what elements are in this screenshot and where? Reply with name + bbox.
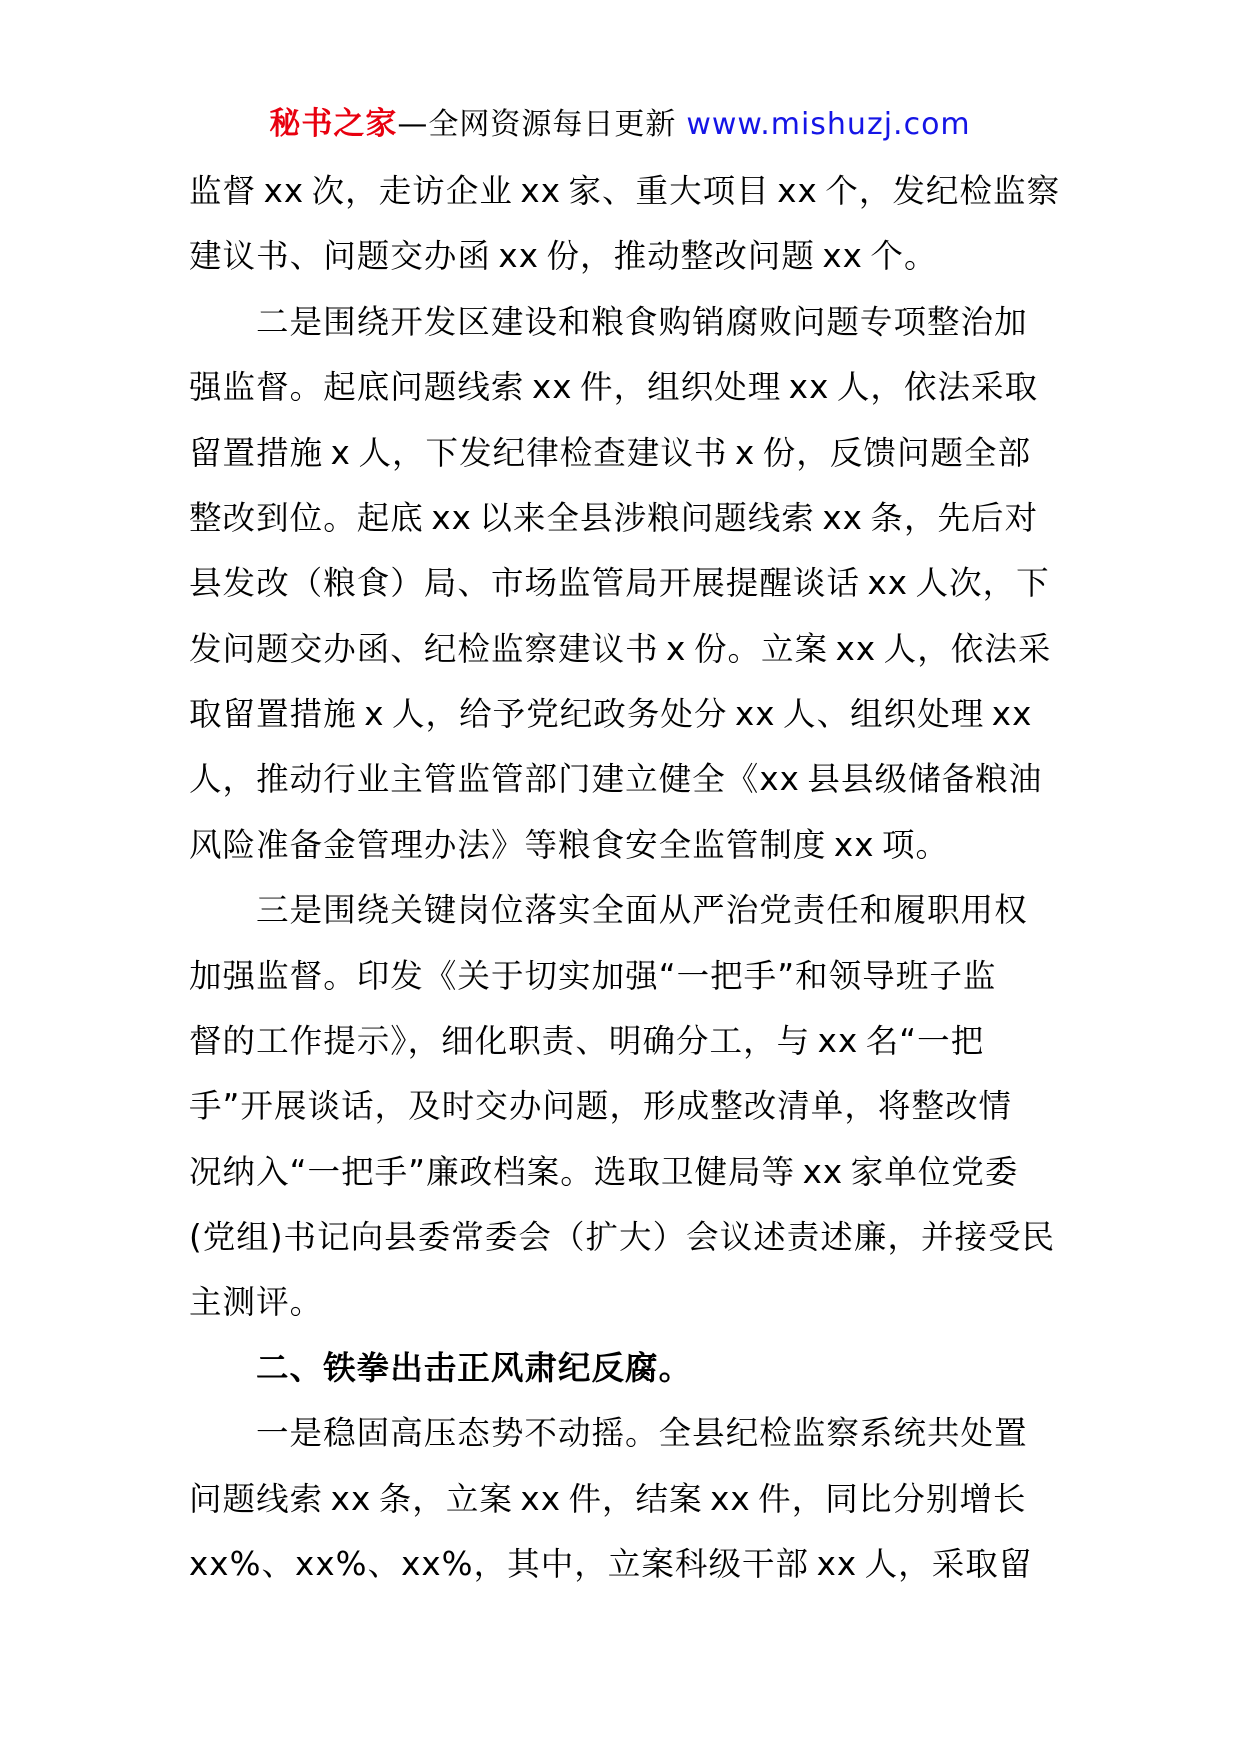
text-line: 风险准备金管理办法》等粮食安全监管制度 xx 项。 xyxy=(189,825,950,864)
text-line: 问题线索 xx 条，立案 xx 件，结案 xx 件，同比分别增长 xyxy=(189,1479,1027,1518)
paragraph xyxy=(189,159,1189,290)
site-url-link[interactable]: www.mishuzj.com xyxy=(686,107,971,142)
text-line: 二是围绕开发区建设和粮食购销腐败问题专项整治加 xyxy=(256,302,1028,341)
text-line: 人，推动行业主管监管部门建立健全《xx 县县级储备粮油 xyxy=(189,760,1043,799)
paragraph xyxy=(189,290,1189,878)
text-line: 手”开展谈话，及时交办问题，形成整改清单，将整改情 xyxy=(189,1087,1013,1126)
text-line: 留置措施 x 人，下发纪律检查建议书 x 份，反馈问题全部 xyxy=(189,433,1032,472)
text-line: 整改到位。起底 xx 以来全县涉粮问题线索 xx 条，先后对 xyxy=(189,498,1039,537)
text-line: 三是围绕关键岗位落实全面从严治党责任和履职用权 xyxy=(256,891,1028,930)
text-line: 发问题交办函、纪检监察建议书 x 份。立案 xx 人，依法采 xyxy=(189,629,1052,668)
text-line: 加强监督。印发《关于切实加强“一把手”和领导班子监 xyxy=(189,956,997,995)
text-line: 建议书、问题交办函 xx 份，推动整改问题 xx 个。 xyxy=(189,237,938,276)
text-line: 主测评。 xyxy=(189,1283,324,1322)
section-heading-text: 二、铁拳出击正风肃纪反腐。 xyxy=(256,1348,693,1387)
text-line: 县发改（粮食）局、市场监管局开展提醒谈话 xx 人次，下 xyxy=(189,564,1050,603)
site-brand: 秘书之家 xyxy=(269,106,398,142)
text-line: 一是稳固高压态势不动摇。全县纪检监察系统共处置 xyxy=(256,1414,1028,1453)
text-line: xx%、xx%、xx%，其中，立案科级干部 xx 人，采取留 xyxy=(189,1544,1033,1583)
text-line: 强监督。起底问题线索 xx 件，组织处理 xx 人，依法采取 xyxy=(189,368,1039,407)
text-line: 监督 xx 次，走访企业 xx 家、重大项目 xx 个，发纪检监察 xyxy=(189,172,1061,210)
text-line: 督的工作提示》，细化职责、明确分工，与 xx 名“一把 xyxy=(189,1021,985,1060)
paragraph xyxy=(189,878,1189,1336)
text-line: (党组)书记向县委常委会（扩大）会议述责述廉，并接受民 xyxy=(189,1218,1056,1256)
text-line: 况纳入“一把手”廉政档案。选取卫健局等 xx 家单位党委 xyxy=(189,1152,1019,1191)
section-heading xyxy=(189,1336,1189,1401)
paragraph xyxy=(189,1401,1189,1597)
page-header xyxy=(0,102,1240,146)
text-line: 取留置措施 x 人，给予党纪政务处分 xx 人、组织处理 xx xyxy=(189,695,1033,733)
document-body xyxy=(189,159,1189,1597)
site-tagline: —全网资源每日更新 xyxy=(397,107,677,142)
